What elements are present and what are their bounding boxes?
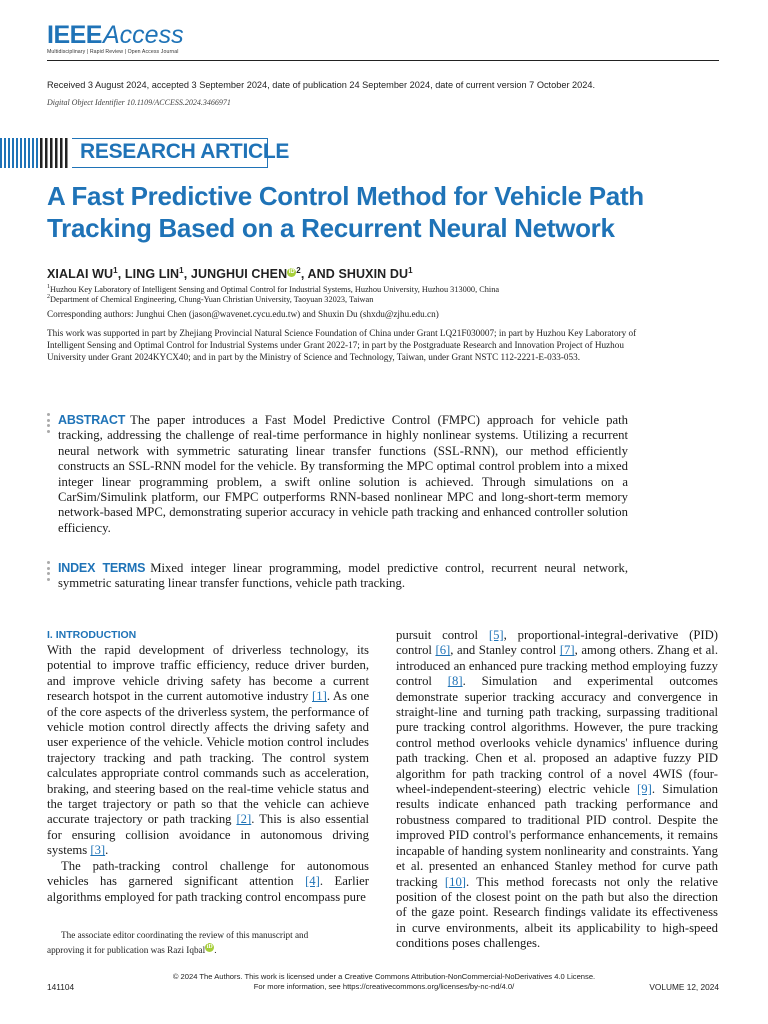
orcid-icon[interactable]: iD — [288, 269, 295, 276]
affiliation-2: $^2$Department of Chemical Engineering, Chung-Yuan Christian University, Taoyuan 32023, Taiwan — [47, 294, 374, 304]
intro-paragraph-2: The path-tracking control challenge for autonomous vehicles has garnered significant attention [4]. Earlier algorithms employed for path tracking control encompass pure — [47, 858, 369, 904]
author-name: AND SHUXIN DU — [307, 267, 409, 282]
volume-label: VOLUME 12, 2024 — [649, 982, 719, 992]
article-type-label: RESEARCH ARTICLE — [80, 140, 290, 163]
citation-link[interactable]: [5] — [488, 628, 504, 642]
author-list: XIALAI $WU^1$, LING LIN$^1$, JUNGHUI CHENiD$^2$, AND SHUXIN $DU^1$ — [47, 266, 413, 282]
abstract-label: ABSTRACT — [58, 413, 126, 427]
article-type-banner — [0, 134, 290, 172]
funding-statement: This work was supported in part by Zhejiang Provincial Natural Science Foundation of China under Grant LQ21F030007; in part by Huzhou Key Laboratory of Intelligent Sensing and Optimal Control for Industrial Systems under Grant 2022-17; in part by the Postgraduate Research and Innovation Project of Huzhou University under Grant 2024KYCX40; and in part by the Ministry of Science and Technology, Taiwan, under Grant NSTC 112-2221-E-033-053. — [47, 328, 637, 363]
citation-link[interactable]: [6] — [435, 643, 451, 658]
left-column — [47, 628, 369, 905]
orcid-icon[interactable]: iD — [206, 943, 213, 950]
editor-footnote: The associate editor coordinating the review of this manuscript and approving it for publication was Razi Iqbal iD . — [47, 930, 309, 955]
page-number: 141104 — [47, 982, 75, 992]
header-divider — [47, 60, 719, 61]
abstract — [58, 413, 628, 536]
citation-link[interactable]: [7] — [559, 643, 575, 658]
citation-link[interactable]: [3] — [90, 843, 106, 858]
index-terms-text: Mixed integer linear programming, model predictive control, recurrent neural network, symmetric saturating linear transfer functions, vehicle path tracking. — [58, 561, 628, 591]
citation-link[interactable]: [8] — [447, 674, 463, 689]
citation-link[interactable]: [1] — [312, 689, 327, 704]
logo-wordmark: IEEEAccess — [47, 21, 184, 49]
banner-stripes-decoration — [0, 138, 70, 168]
citation-link[interactable]: [2] — [236, 812, 252, 827]
index-terms-dots-decoration — [47, 561, 51, 583]
affiliation-1: $^1$Huzhou Key Laboratory of Intelligent Sensing and Optimal Control for Industrial Systems, Huzhou University, Huzhou 313000, China — [47, 284, 500, 294]
author-name: LING LIN — [124, 267, 180, 282]
author-name: JUNGHUI CHEN — [190, 267, 288, 282]
right-column — [396, 628, 718, 952]
index-terms-label: INDEX TERMS — [58, 561, 146, 575]
journal-logo — [47, 22, 184, 55]
author-name: XIALAI WU — [47, 267, 114, 282]
citation-link[interactable]: [9] — [637, 782, 652, 797]
received-dates: Received 3 August 2024, accepted 3 September 2024, date of publication 24 September 2024, date of current version 7 October 2024. — [47, 80, 596, 90]
abstract-text: The paper introduces a Fast Model Predictive Control (FMPC) approach for vehicle path tracking, addressing the challenge of real-time performance in highly nonlinear systems. Utilizing a recurrent neural network with symmetric saturating linear transfer functions (SSL-RNN), our method efficiently constructs an SSL-RNN model for the vehicle. By transforming the MPC optimal control problem into a mixed integer linear programming problem, a swift online solution is achieved. Through simulations on a CarSim/Simulink platform, our FMPC outperforms RNN-based nonlinear MPC and long-short-term memory network-based MPC, demonstrating superior accuracy in vehicle path tracking and enhanced controller solution efficiency. — [58, 413, 628, 535]
license-line-1: © 2024 The Authors. This work is licensed under a Creative Commons Attribution-NonCommercial-NoDerivatives 4.0 License. — [172, 972, 596, 981]
paper-title: A Fast Predictive Control Method for Vehicle Path Tracking Based on a Recurrent Neural Network — [47, 181, 644, 243]
doi-line: Digital Object Identifier 10.1109/ACCESS.2024.3466971 — [47, 98, 231, 107]
corresponding-authors: Corresponding authors: Junghui Chen (jason@wavenet.cycu.edu.tw) and Shuxin Du (shxdu@zjhu.edu.cn) — [47, 309, 439, 319]
abstract-dots-decoration — [47, 413, 51, 435]
index-terms — [58, 561, 628, 592]
citation-link[interactable]: [10] — [444, 874, 467, 889]
section-heading-introduction: I. INTRODUCTION — [47, 629, 137, 641]
intro-paragraph-1: With the rapid development of driverless technology, its potential to improve traffic efficiency, reduce driver burden, and improve vehicle driving safety has become a current research hotspot in the current automotive industry [1]. As one of the core aspects of the driverless system, the performance of vehicle motion control directly affects the driving safety and user experience of the vehicle. Vehicle motion control includes trajectory tracking and path tracking. The control system calculates appropriate control commands such as acceleration, braking, and steering based on the real-time vehicle status and the target trajectory or path so that the vehicle can achieve accurate trajectory or path tracking [2]. This is also essential for ensuring collision avoidance in autonomous driving systems [3]. — [47, 643, 369, 858]
logo-tagline: Multidisciplinary | Rapid Review | Open Access Journal — [47, 49, 179, 55]
citation-link[interactable]: [4] — [305, 874, 320, 889]
license-line-2[interactable]: For more information, see https://creativecommons.org/licenses/by-nc-nd/4.0/ — [253, 982, 515, 991]
intro-paragraph-3: pursuit control [5], proportional-integral-derivative (PID) control [6], and Stanley control [7], among others. Zhang et al. introduced an enhanced pure tracking method employing fuzzy control [8]. Simulation and experimental outcomes demonstrate superior tracking accuracy and convergence in straight-line and turning path tracking, surpassing traditional pure tracking control algorithms. However, the pure tracking control method overlooks vehicle dynamics' influence during path tracking. Chen et al. proposed an adaptive fuzzy PID algorithm for path tracking control of a novel 4WIS (four-wheel-independent-steering) electric vehicle [9]. Simulation results indicate enhanced path tracking performance and robustness compared to traditional PID control. Despite the improved PID control's performance enhancements, it remains incapable of handing system nonlinearity and constraints. Yang et al. presented an enhanced Stanley method for curve path tracking [10]. This method forecasts not only the relative position of the closest point on the path but also the direction of the gaze point. Research findings validate its effectiveness in curve environments, albeit its applicability to high-speed conditions poses challenges. — [396, 628, 719, 951]
